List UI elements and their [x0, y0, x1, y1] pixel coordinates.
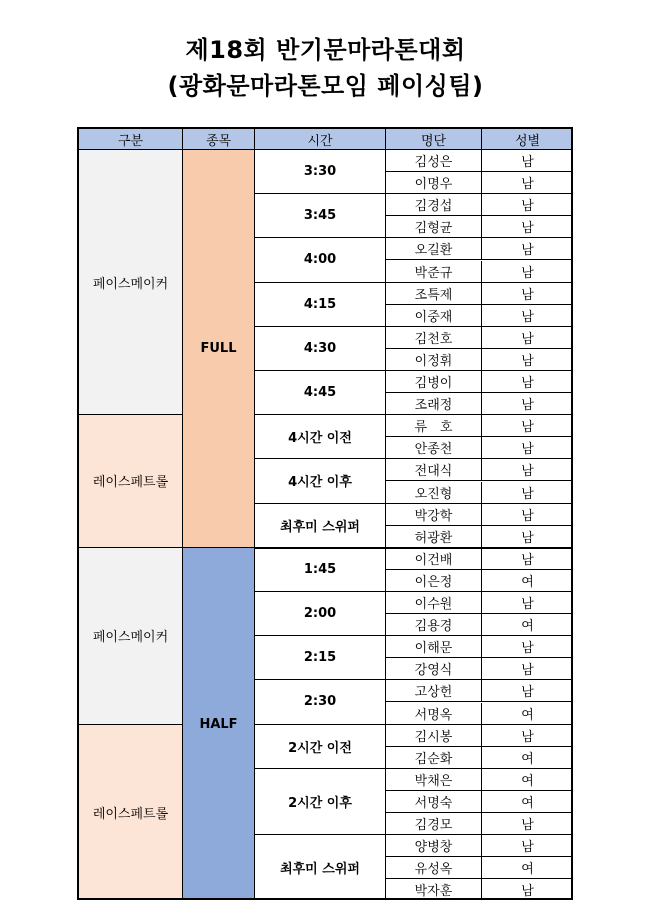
time-slot: 4:30 [255, 327, 386, 371]
member-name: 조래정 [386, 393, 482, 415]
member-name: 조특제 [386, 283, 482, 305]
member-name: 류 호 [386, 415, 482, 437]
member-name: 김순화 [386, 747, 482, 769]
member-name: 김시봉 [386, 725, 482, 747]
page-subtitle: (광화문마라톤모임 페이싱팀) [167, 72, 484, 100]
member-name: 서명옥 [386, 703, 482, 725]
member-name: 강영식 [386, 658, 482, 680]
event-label: FULL [183, 150, 255, 548]
member-name: 허광환 [386, 526, 482, 548]
member-name: 이수원 [386, 592, 482, 614]
member-name: 김병이 [386, 371, 482, 393]
member-gender: 여 [482, 857, 573, 879]
member-gender: 남 [482, 415, 573, 437]
category-label: 페이스메이커 [79, 548, 183, 725]
member-gender: 남 [482, 150, 573, 172]
category-label: 레이스페트롤 [79, 725, 183, 900]
member-name: 박준규 [386, 261, 482, 283]
member-gender: 남 [482, 504, 573, 526]
time-slot: 4:00 [255, 238, 386, 282]
member-name: 김경섭 [386, 194, 482, 216]
time-slot: 2:30 [255, 680, 386, 724]
member-name: 이정휘 [386, 349, 482, 371]
member-name: 김성은 [386, 150, 482, 172]
time-slot: 2시간 이후 [255, 769, 386, 835]
member-gender: 여 [482, 614, 573, 636]
member-gender: 남 [482, 813, 573, 835]
member-gender: 남 [482, 327, 573, 349]
time-slot: 최후미 스위퍼 [255, 504, 386, 548]
member-name: 서명숙 [386, 791, 482, 813]
member-gender: 남 [482, 393, 573, 415]
member-gender: 남 [482, 238, 573, 260]
member-gender: 남 [482, 459, 573, 481]
member-gender: 남 [482, 349, 573, 371]
header-name: 명단 [386, 129, 482, 150]
member-name: 김천호 [386, 327, 482, 349]
member-gender: 여 [482, 747, 573, 769]
member-gender: 남 [482, 482, 573, 504]
member-gender: 남 [482, 636, 573, 658]
header-event: 종목 [183, 129, 255, 150]
member-name: 이건배 [386, 548, 482, 570]
member-name: 박자훈 [386, 879, 482, 900]
member-name: 이명우 [386, 172, 482, 194]
member-gender: 여 [482, 570, 573, 592]
member-name: 김경모 [386, 813, 482, 835]
member-gender: 남 [482, 680, 573, 702]
member-gender: 남 [482, 879, 573, 900]
category-label: 페이스메이커 [79, 150, 183, 415]
time-slot: 3:45 [255, 194, 386, 238]
event-label: HALF [183, 548, 255, 900]
member-gender: 남 [482, 172, 573, 194]
member-gender: 남 [482, 835, 573, 857]
member-gender: 남 [482, 548, 573, 570]
member-name: 유성옥 [386, 857, 482, 879]
member-gender: 남 [482, 283, 573, 305]
member-name: 전대식 [386, 459, 482, 481]
member-gender: 남 [482, 194, 573, 216]
time-slot: 4:15 [255, 283, 386, 327]
member-gender: 여 [482, 703, 573, 725]
member-name: 고상헌 [386, 680, 482, 702]
category-label: 레이스페트롤 [79, 415, 183, 548]
member-gender: 여 [482, 769, 573, 791]
member-name: 박강학 [386, 504, 482, 526]
header-time: 시간 [255, 129, 386, 150]
time-slot: 4시간 이후 [255, 459, 386, 503]
time-slot: 최후미 스위퍼 [255, 835, 386, 900]
member-name: 오길환 [386, 238, 482, 260]
member-name: 김형균 [386, 216, 482, 238]
time-slot: 1:45 [255, 548, 386, 592]
member-gender: 남 [482, 658, 573, 680]
time-slot: 2:00 [255, 592, 386, 636]
time-slot: 2:15 [255, 636, 386, 680]
time-slot: 4:45 [255, 371, 386, 415]
member-gender: 남 [482, 216, 573, 238]
member-gender: 남 [482, 526, 573, 548]
time-slot: 3:30 [255, 150, 386, 194]
member-gender: 남 [482, 725, 573, 747]
time-slot: 4시간 이전 [255, 415, 386, 459]
member-name: 오진형 [386, 482, 482, 504]
member-name: 김용경 [386, 614, 482, 636]
member-name: 이해문 [386, 636, 482, 658]
page-title: 제18회 반기문마라톤대회 [185, 36, 466, 64]
member-gender: 남 [482, 305, 573, 327]
member-gender: 남 [482, 437, 573, 459]
header-category: 구분 [79, 129, 183, 150]
member-gender: 남 [482, 592, 573, 614]
pacing-team-table [77, 127, 573, 900]
member-name: 이중재 [386, 305, 482, 327]
member-name: 양병창 [386, 835, 482, 857]
member-gender: 여 [482, 791, 573, 813]
member-gender: 남 [482, 261, 573, 283]
header-gender: 성별 [482, 129, 573, 150]
time-slot: 2시간 이전 [255, 725, 386, 769]
member-name: 이은정 [386, 570, 482, 592]
member-name: 박채은 [386, 769, 482, 791]
member-name: 안종천 [386, 437, 482, 459]
member-gender: 남 [482, 371, 573, 393]
